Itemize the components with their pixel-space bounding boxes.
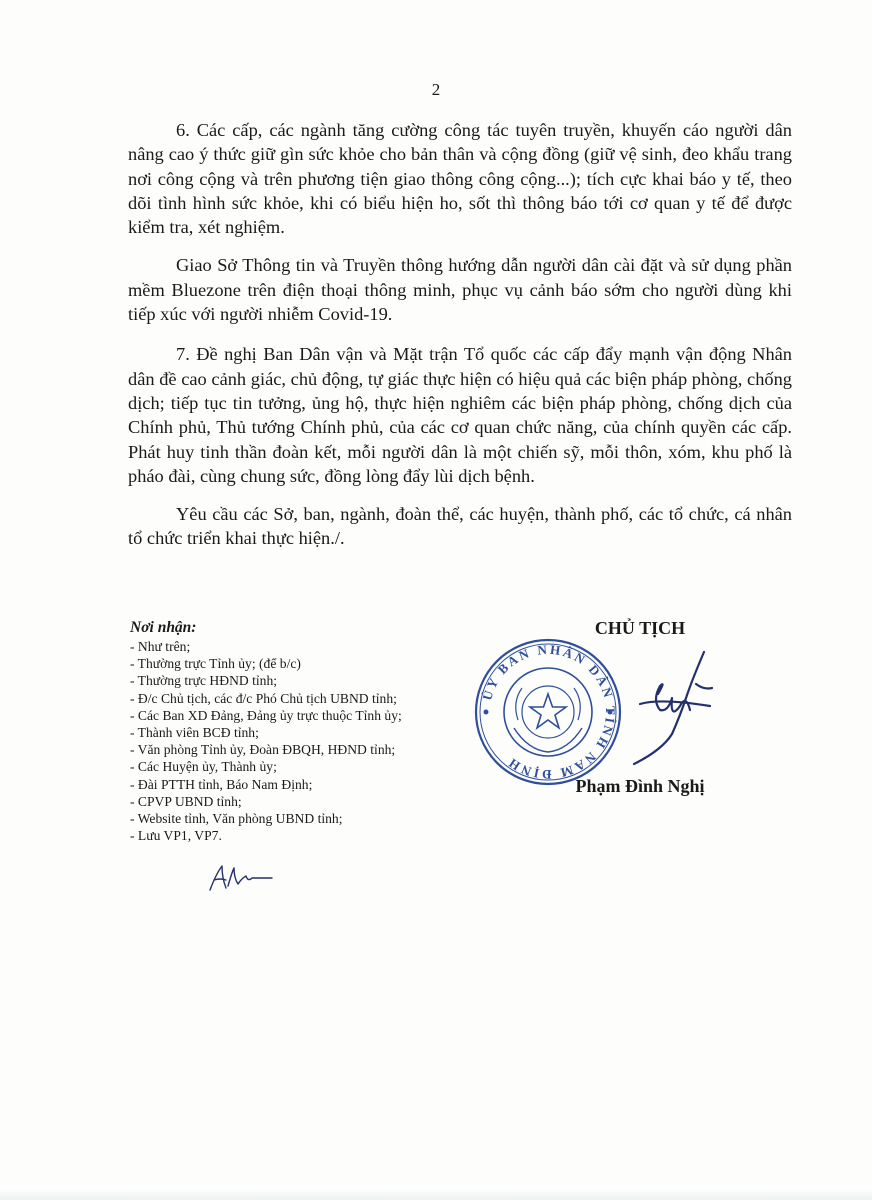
scan-edge: [0, 1188, 872, 1200]
recipient-item: - Như trên;: [130, 639, 191, 654]
document-body: [128, 118, 792, 565]
paragraph-item-6: 6. Các cấp, các ngành tăng cường công tác tuyên truyền, khuyến cáo người dân nâng cao ý thức giữ gìn sức khỏe cho bản thân và cộng đồng (giữ vệ sinh, đeo khẩu trang nơi công cộng và trên phương tiện giao thông công cộng...); tích cực khai báo y tế, theo dõi tình hình sức khỏe, khi có biểu hiện ho, sốt thì thông báo tới cơ quan y tế để được kiểm tra, xét nghiệm.: [128, 120, 792, 238]
recipient-item: - Đ/c Chủ tịch, các đ/c Phó Chủ tịch UBND tỉnh;: [130, 690, 397, 706]
paragraph-closing: Yêu cầu các Sở, ban, ngành, đoàn thể, các huyện, thành phố, các tổ chức, cá nhân tổ chức triển khai thực hiện./.: [128, 504, 792, 549]
recipient-item: - Thường trực Tỉnh ủy; (để b/c): [130, 656, 301, 672]
recipients-title: Nơi nhận:: [130, 619, 197, 636]
handwritten-initials: [206, 862, 276, 896]
signer-title: CHỦ TỊCH: [594, 618, 686, 638]
recipient-item: - Lưu VP1, VP7.: [130, 828, 222, 844]
recipient-item: - Website tỉnh, Văn phòng UBND tỉnh;: [130, 811, 343, 827]
recipient-item: - Đài PTTH tỉnh, Báo Nam Định;: [130, 776, 313, 792]
page-number: 2: [431, 80, 441, 99]
handwritten-signature: [600, 650, 720, 770]
signer-name: Phạm Đình Nghị: [575, 776, 705, 796]
recipient-item: - Thường trực HĐND tỉnh;: [130, 673, 278, 689]
svg-text:ỦY BAN NHÂN DÂN TỈNH NAM ĐỊNH: ỦY BAN NHÂN DÂN TỈNH NAM ĐỊNH: [479, 641, 619, 783]
paragraph-item-7: 7. Đề nghị Ban Dân vận và Mặt trận Tổ quốc các cấp đẩy mạnh vận động Nhân dân đề cao cảnh giác, chủ động, tự giác thực hiện có hiệu quả các biện pháp phòng, chống dịch; tiếp tục tin tưởng, ủng hộ, thực hiện nghiêm các biện pháp phòng, chống dịch của Chính phủ, Thủ tướng Chính phủ, của các cơ quan chức năng, của chính quyền các cấp. Phát huy tinh thần đoàn kết, mỗi người dân là một chiến sỹ, mỗi thôn, xóm, khu phố là pháo đài, cùng chung sức, đồng lòng đẩy lùi dịch bệnh.: [128, 344, 792, 486]
recipient-item: - Các Huyện ủy, Thành ủy;: [130, 759, 277, 775]
recipient-item: - Văn phòng Tỉnh ủy, Đoàn ĐBQH, HĐND tỉnh;: [130, 742, 396, 758]
recipient-item: - Thành viên BCĐ tỉnh;: [130, 725, 259, 741]
recipients-list: [130, 638, 470, 844]
recipient-item: - CPVP UBND tỉnh;: [130, 793, 242, 809]
recipient-item: - Các Ban XD Đảng, Đảng ủy trực thuộc Tỉnh ủy;: [130, 707, 402, 723]
paragraph-bluezone: Giao Sở Thông tin và Truyền thông hướng dẫn người dân cài đặt và sử dụng phần mềm Bluezone trên điện thoại thông minh, phục vụ cảnh báo sớm cho người dùng khi tiếp xúc với người nhiễm Covid-19.: [128, 255, 792, 325]
recipients-block: [130, 618, 470, 844]
